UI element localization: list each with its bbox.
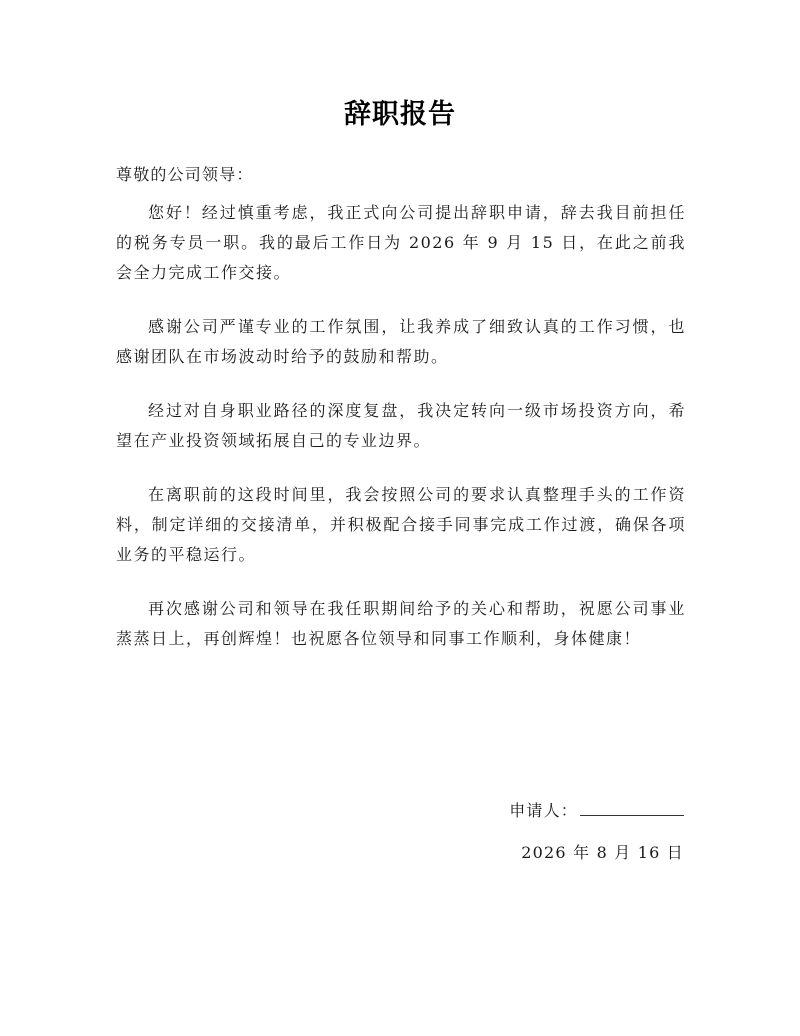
signature-line <box>580 800 684 816</box>
paragraph-career-direction: 经过对自身职业路径的深度复盘，我决定转向一级市场投资方向，希望在产业投资领域拓展自己的专业边界。 <box>116 401 686 450</box>
paragraph-gratitude: 感谢公司严谨专业的工作氛围，让我养成了细致认真的工作习惯，也感谢团队在市场波动时给予的鼓励和帮助。 <box>116 317 686 366</box>
document-date: 2026 年 8 月 16 日 <box>521 843 684 862</box>
salutation: 尊敬的公司领导： <box>116 165 254 184</box>
letter-body <box>116 198 686 678</box>
signature-block <box>430 798 684 821</box>
paragraph-closing: 再次感谢公司和领导在我任职期间给予的关心和帮助，祝愿公司事业蒸蒸日上，再创辉煌！也祝愿各位领导和同事工作顺利，身体健康！ <box>116 599 686 648</box>
paragraph-handover: 在离职前的这段时间里，我会按照公司的要求认真整理手头的工作资料，制定详细的交接清单，并积极配合接手同事完成工作过渡，确保各项业务的平稳运行。 <box>116 485 686 564</box>
document-title: 辞职报告 <box>344 99 456 130</box>
paragraph-intro: 您好！经过慎重考虑，我正式向公司提出辞职申请，辞去我目前担任的税务专员一职。我的最后工作日为 2026 年 9 月 15 日，在此之前我会全力完成工作交接。 <box>116 203 686 282</box>
signature-label: 申请人： <box>509 801 578 820</box>
